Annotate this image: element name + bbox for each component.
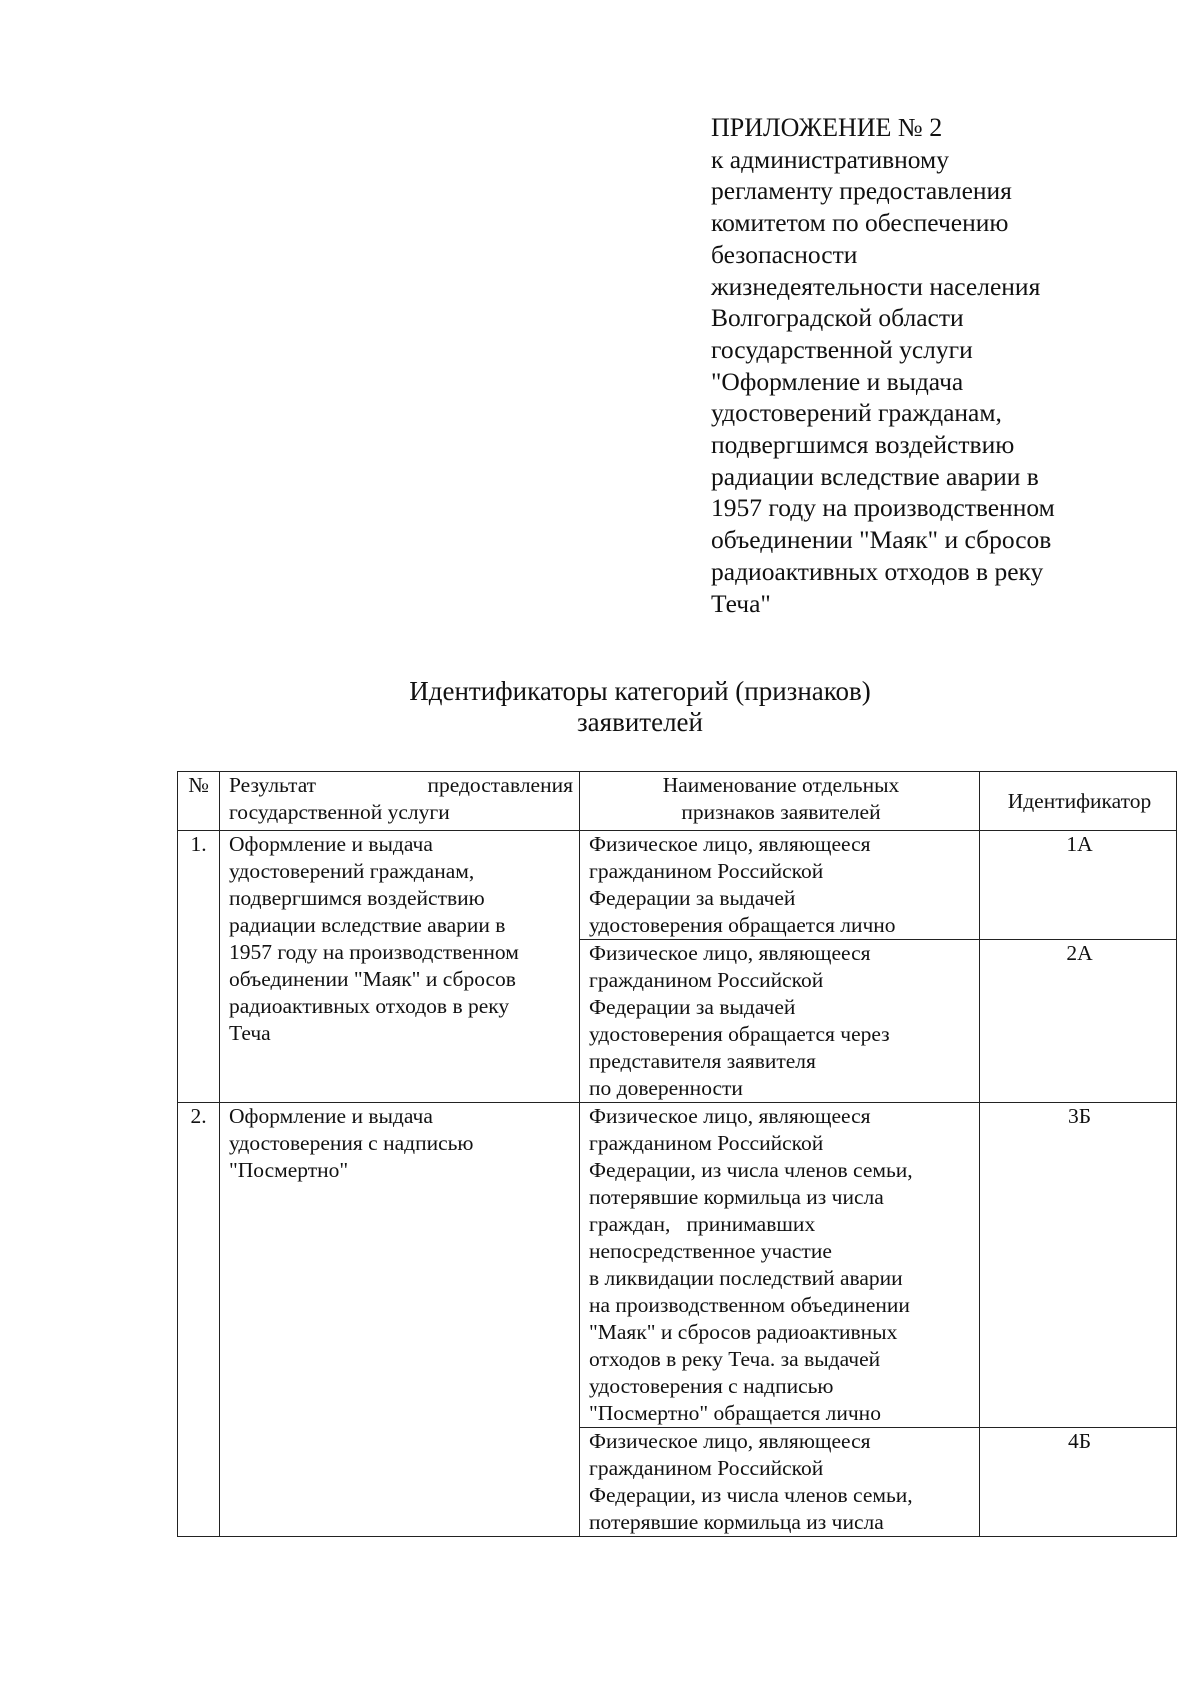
- header-identifier: Идентификатор: [980, 772, 1177, 831]
- row-result-line: радиоактивных отходов в реку: [229, 994, 510, 1018]
- applicant-feature-cell: [580, 940, 980, 1103]
- row-result-line: удостоверений гражданам,: [229, 859, 475, 883]
- row-number: 2.: [178, 1103, 220, 1537]
- row-result-line: Оформление и выдача: [229, 1104, 433, 1128]
- applicant-feature-line: отходов в реку Теча. за выдачей: [589, 1347, 881, 1371]
- applicant-feature-line: потерявшие кормильца из числа: [589, 1185, 884, 1209]
- applicant-feature-line: Физическое лицо, являющееся: [589, 941, 871, 965]
- identifier-cell: 4Б: [980, 1428, 1177, 1537]
- identifier-cell: 3Б: [980, 1103, 1177, 1428]
- row-result-line: объединении "Маяк" и сбросов: [229, 967, 516, 991]
- appendix-line: радиации вследствие аварии в: [711, 461, 1039, 491]
- identifier-cell: 2А: [980, 940, 1177, 1103]
- applicant-feature-line: непосредственное участие: [589, 1239, 832, 1263]
- appendix-line: безопасности: [711, 239, 858, 269]
- applicant-feature-line: потерявшие кормильца из числа: [589, 1510, 884, 1534]
- applicant-feature-line: гражданином Российской: [589, 968, 824, 992]
- row-result-line: 1957 году на производственном: [229, 940, 519, 964]
- applicant-feature-line: удостоверения с надписью: [589, 1374, 834, 1398]
- document-title-line-1: Идентификаторы категорий (признаков): [409, 676, 871, 706]
- header-result-word-1: Результат: [229, 773, 317, 797]
- header-result-word-2: предоставления: [427, 773, 573, 797]
- row-result-line: радиации вследствие аварии в: [229, 913, 506, 937]
- applicant-feature-line: Федерации за выдачей: [589, 886, 796, 910]
- row-number: 1.: [178, 831, 220, 1103]
- applicant-feature-line: гражданином Российской: [589, 1131, 824, 1155]
- row-result-line: Теча: [229, 1021, 271, 1045]
- appendix-line: "Оформление и выдача: [711, 366, 964, 396]
- appendix-line: жизнедеятельности населения: [711, 271, 1041, 301]
- appendix-line: удостоверений гражданам,: [711, 398, 1002, 428]
- applicant-feature-line: "Посмертно" обращается лично: [589, 1401, 881, 1425]
- applicant-feature-line: Федерации, из числа членов семьи,: [589, 1158, 913, 1182]
- document-title: [340, 676, 940, 738]
- applicant-feature-line: граждан, принимавших: [589, 1212, 816, 1236]
- applicant-feature-line: на производственном объединении: [589, 1293, 910, 1317]
- applicant-feature-line: Федерации, из числа членов семьи,: [589, 1483, 913, 1507]
- table-row: [178, 1103, 1177, 1428]
- applicant-feature-line: удостоверения обращается лично: [589, 913, 896, 937]
- table-row: [178, 831, 1177, 940]
- identifiers-table: [177, 771, 1177, 1537]
- header-applicant-line-1: Наименование отдельных: [662, 773, 900, 797]
- applicant-feature-line: Физическое лицо, являющееся: [589, 1429, 871, 1453]
- applicant-feature-line: представителя заявителя: [589, 1049, 816, 1073]
- row-result: [220, 1103, 580, 1537]
- row-result-line: "Посмертно": [229, 1158, 349, 1182]
- row-result: [220, 831, 580, 1103]
- applicant-feature-line: Федерации за выдачей: [589, 995, 796, 1019]
- header-number: №: [178, 772, 220, 831]
- row-result-line: Оформление и выдача: [229, 832, 433, 856]
- appendix-line: Теча": [711, 588, 771, 618]
- applicant-feature-line: Физическое лицо, являющееся: [589, 1104, 871, 1128]
- header-applicant-line-2: признаков заявителей: [681, 800, 881, 824]
- table-header-row: [178, 772, 1177, 831]
- applicant-feature-cell: [580, 831, 980, 940]
- applicant-feature-cell: [580, 1103, 980, 1428]
- appendix-line: радиоактивных отходов в реку: [711, 556, 1044, 586]
- row-result-line: подвергшимся воздействию: [229, 886, 485, 910]
- appendix-block: [711, 112, 1151, 619]
- applicant-feature-line: "Маяк" и сбросов радиоактивных: [589, 1320, 898, 1344]
- applicant-feature-line: гражданином Российской: [589, 1456, 824, 1480]
- row-result-line: удостоверения с надписью: [229, 1131, 474, 1155]
- header-result-line-1: [229, 772, 573, 799]
- appendix-line: комитетом по обеспечению: [711, 208, 1009, 238]
- document-title-line-2: заявителей: [577, 707, 703, 737]
- applicant-feature-line: гражданином Российской: [589, 859, 824, 883]
- appendix-line: объединении "Маяк" и сбросов: [711, 525, 1052, 555]
- appendix-heading: ПРИЛОЖЕНИЕ № 2: [711, 113, 943, 142]
- appendix-line: регламенту предоставления: [711, 176, 1012, 206]
- applicant-feature-cell: [580, 1428, 980, 1537]
- appendix-line: подвергшимся воздействию: [711, 430, 1015, 460]
- applicant-feature-line: по доверенности: [589, 1076, 743, 1100]
- header-applicant-features: [580, 772, 980, 831]
- applicant-feature-line: Физическое лицо, являющееся: [589, 832, 871, 856]
- appendix-line: 1957 году на производственном: [711, 493, 1055, 523]
- header-result: [220, 772, 580, 831]
- applicant-feature-line: в ликвидации последствий аварии: [589, 1266, 903, 1290]
- appendix-line: к административному: [711, 144, 949, 174]
- header-result-line-2: государственной услуги: [229, 800, 450, 824]
- appendix-line: Волгоградской области: [711, 303, 964, 333]
- applicant-feature-line: удостоверения обращается через: [589, 1022, 890, 1046]
- appendix-line: государственной услуги: [711, 334, 973, 364]
- identifier-cell: 1А: [980, 831, 1177, 940]
